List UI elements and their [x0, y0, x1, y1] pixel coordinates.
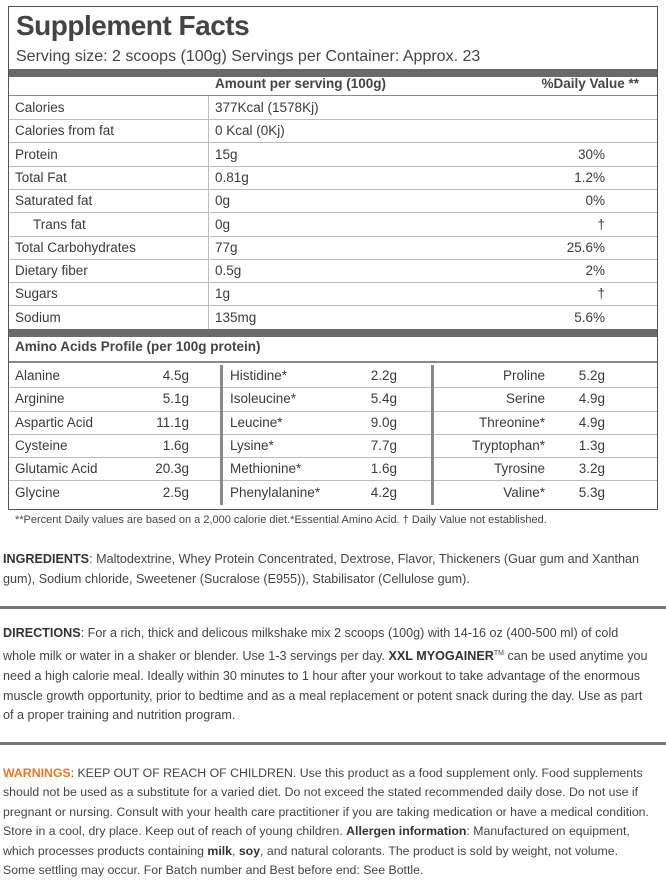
amino-value: 3.2g [578, 461, 605, 477]
nutrient-name: Total Fat [15, 169, 67, 185]
table-row [9, 96, 657, 120]
nutrient-daily-value: † [597, 286, 605, 302]
nutrient-name: Sodium [15, 309, 61, 325]
nutrient-amount: 77g [215, 239, 238, 255]
column-divider [208, 96, 209, 329]
amino-name: Methionine* [230, 461, 302, 477]
warnings-heading: WARNINGS [3, 766, 71, 780]
nutrient-name: Calories [15, 100, 65, 115]
table-row [9, 387, 657, 411]
table-row [9, 457, 657, 481]
amino-value: 4.2g [370, 484, 397, 500]
table-row [9, 259, 657, 283]
ingredients-heading: INGREDIENTS [3, 552, 90, 566]
nutrient-amount: 0g [215, 193, 231, 209]
amino-value: 4.5g [162, 368, 189, 383]
nutrient-name: Total Carbohydrates [15, 239, 136, 255]
nutrient-daily-value: 0% [585, 193, 605, 209]
amino-value: 2.2g [370, 368, 397, 383]
section-divider [0, 606, 666, 609]
nutrient-name: Calories from fat [15, 123, 115, 139]
table-row [9, 282, 657, 306]
nutrient-amount: 377Kcal (1578Kj) [215, 100, 319, 115]
amino-value: 5.2g [578, 368, 605, 383]
amino-name: Glycine [15, 484, 61, 500]
nutrient-amount: 0.5g [215, 263, 242, 279]
directions-heading: DIRECTIONS [3, 626, 81, 640]
page-title: Supplement Facts [16, 10, 250, 41]
table-row [9, 119, 657, 143]
daily-value-header: %Daily Value ** [541, 76, 639, 91]
table-row [9, 213, 657, 237]
nutrient-amount: 15g [215, 146, 238, 162]
amino-name: Serine [505, 391, 545, 407]
nutrient-name: Trans fat [33, 216, 86, 232]
amino-value: 2.5g [162, 484, 189, 500]
table-row [9, 364, 657, 388]
amount-header: Amount per serving (100g) [215, 76, 387, 91]
table-row [9, 143, 657, 167]
amino-name: Glutamic Acid [15, 461, 98, 477]
amino-value: 1.6g [370, 461, 397, 477]
allergen-heading: Allergen information [346, 824, 467, 839]
amino-name: Cysteine [15, 437, 68, 453]
amino-value: 20.3g [155, 461, 189, 477]
ingredients-section [3, 550, 653, 590]
nutrient-name: Saturated fat [15, 193, 93, 209]
amino-value: 4.9g [578, 391, 605, 407]
nutrient-amount: 135mg [215, 309, 257, 325]
amino-value: 1.3g [578, 437, 605, 453]
warnings-section [3, 764, 653, 880]
column-separator [431, 365, 434, 505]
table-row [9, 411, 657, 435]
amino-value: 9.0g [370, 414, 397, 430]
amino-value: 1.6g [162, 437, 189, 453]
table-row [9, 481, 657, 504]
trademark-mark: TM [493, 649, 504, 657]
thick-divider [9, 329, 657, 337]
amino-name: Proline [502, 368, 545, 383]
amino-name: Isoleucine* [230, 391, 297, 407]
table-row [9, 306, 657, 329]
amino-name: Histidine* [230, 368, 288, 383]
directions-section [3, 624, 653, 726]
directions-text: : For a rich, thick and delicous milkshake mix 2 scoops (100g) with 14-16 oz (400-500 ml) of cold whole milk or water in a shaker or blender. Use 1-3 servings per day. [3, 626, 619, 663]
nutrient-amount: 0g [215, 216, 231, 232]
table-row [9, 434, 657, 458]
table-row [9, 166, 657, 190]
warnings-text: : KEEP OUT OF REACH OF CHILDREN. Use this product as a food supplement only. Food supplements should not be used as a substitute for a varied diet. Do not exceed the stated recommended daily dose. Do not use if pregnant or nursing. Consult with your health care practitioner if you are taking medication or have a medical condition. Store in a cool, dry place. Keep out of reach of young children. [3, 766, 649, 839]
supplement-facts-panel [8, 6, 658, 510]
table-row [9, 236, 657, 260]
amino-value: 4.9g [578, 414, 605, 430]
amino-value: 11.1g [156, 414, 189, 430]
amino-name: Valine* [503, 484, 545, 500]
nutrient-daily-value: 2% [585, 263, 605, 279]
amino-name: Alanine [15, 368, 61, 383]
footnote: **Percent Daily values are based on a 2,000 calorie diet.*Essential Amino Acid. † Daily Value not established. [15, 514, 547, 526]
serving-size: Serving size: 2 scoops (100g) Servings per Container: Approx. 23 [16, 48, 481, 65]
allergen-milk: milk [207, 843, 232, 858]
section-divider [0, 742, 666, 745]
nutrient-amount: 1g [215, 286, 231, 302]
brand-name: XXL MYOGAINER [388, 648, 494, 663]
amino-name: Leucine* [230, 414, 283, 430]
nutrient-amount: 0.81g [215, 169, 249, 185]
column-separator [220, 365, 223, 505]
amino-name: Tyrosine [493, 461, 545, 477]
amino-value: 7.7g [370, 437, 397, 453]
nutrient-name: Sugars [15, 286, 58, 302]
ingredients-text: : Maltodextrine, Whey Protein Concentrated, Dextrose, Flavor, Thickeners (Guar gum and Xanthan gum), Sodium chloride, Sweetener (Sucralose (E955)), Stabilisator (Cellulose gum). [3, 552, 640, 586]
amino-name: Tryptophan* [471, 437, 545, 453]
amino-value: 5.3g [578, 484, 605, 500]
amino-header-divider [9, 361, 657, 363]
nutrient-daily-value: 1.2% [574, 169, 605, 185]
amino-name: Phenylalanine* [230, 484, 321, 500]
nutrient-daily-value: 5.6% [574, 309, 605, 325]
separator-text: , [232, 843, 239, 858]
amino-name: Aspartic Acid [15, 414, 94, 430]
amino-name: Lysine* [230, 437, 274, 453]
amino-name: Threonine* [478, 414, 545, 430]
nutrient-daily-value: † [597, 216, 605, 232]
nutrient-amount: 0 Kcal (0Kj) [215, 123, 285, 139]
nutrient-name: Dietary fiber [15, 263, 88, 279]
amino-profile-title: Amino Acids Profile (per 100g protein) [15, 339, 261, 354]
warnings-text-end: , and natural colorants. The product is sold by weight, not volume. Some settling may occur. For Batch number and Best before end: See Bottle. [3, 843, 618, 878]
nutrient-daily-value: 30% [577, 146, 605, 162]
nutrient-daily-value: 25.6% [566, 239, 605, 255]
amino-value: 5.4g [370, 391, 397, 407]
directions-text-cont: can be used anytime you need a high calorie meal. Ideally within 30 minutes to 1 hour after your workout to take advantage of the enormous muscle growth opportunity, prior to bedtime and as a meal replacement or potent snack during the day. Use as part of a proper training and nutrition program. [3, 648, 648, 723]
nutrient-name: Protein [15, 146, 58, 162]
amino-name: Arginine [15, 391, 65, 407]
allergen-text: : Manufactured on equipment, which processes products containing [3, 824, 630, 858]
allergen-soy: soy [238, 843, 261, 858]
amino-value: 5.1g [162, 391, 189, 407]
table-row [9, 189, 657, 213]
